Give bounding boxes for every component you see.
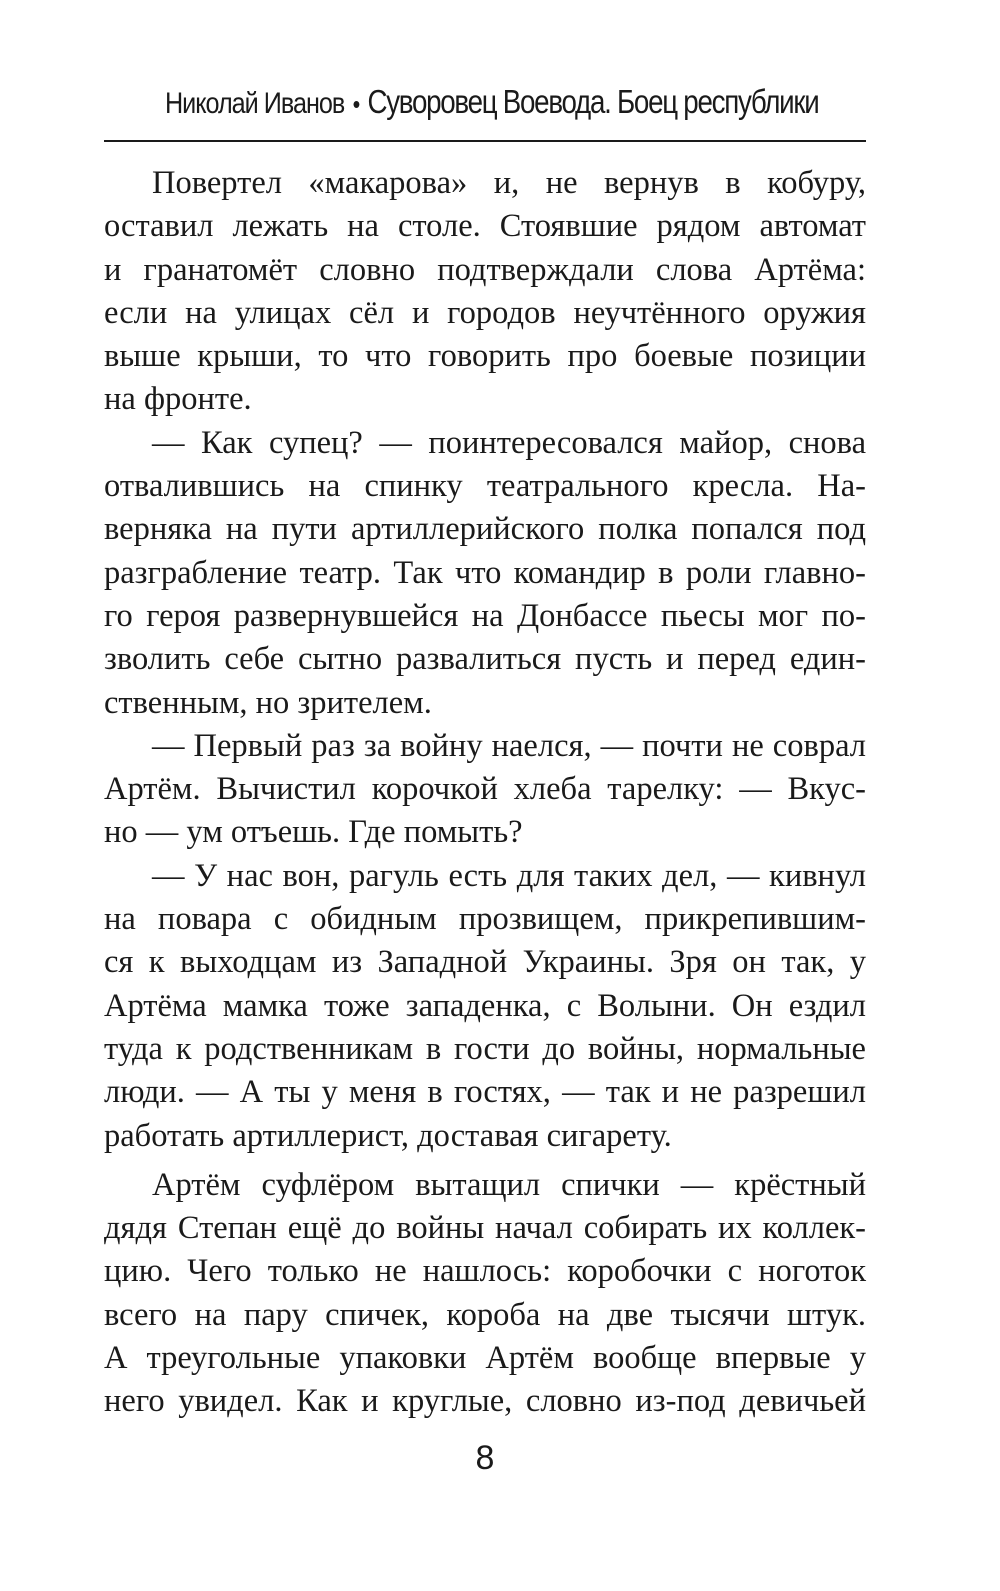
text-line: разграбление театр. Так что командир в роли главно- [104,554,866,591]
header-book-title: Суворовец Воевода. Боец республики [367,83,819,120]
text-line: зволить себе сытно развалиться пусть и перед един- [104,641,866,678]
text-line: Повертел «макарова» и, не вернув в кобуру, [152,165,866,201]
text-line: ся к выходцам из Западной Украины. Зря он так, у [104,944,866,981]
header-author: Николай Иванов [164,87,345,120]
text-line: если на улицах сёл и городов неучтённого оружия [104,294,866,331]
text-line: цию. Чего только не нашлось: коробочки с ноготок [104,1253,866,1290]
text-line: на фронте. [104,381,252,418]
text-line: Артём суфлёром вытащил спички — крёстный [152,1166,866,1203]
text-line: работать артиллерист, доставая сигарету. [104,1117,672,1154]
text-line: Артёма мамка тоже западенка, с Волыни. Он ездил [104,987,866,1024]
header-separator: • [352,89,360,119]
running-head [164,78,819,126]
paragraph-3 [104,725,866,855]
paragraph-1 [104,162,866,422]
text-line: — У нас вон, рагуль есть для таких дел, — кивнул [152,857,866,894]
paragraph-5 [104,1164,866,1424]
paragraph-2 [104,422,866,725]
text-line: него увидел. Как и круглые, словно из-под девичьей [104,1383,866,1420]
text-line: го героя развернувшейся на Донбассе пьесы мог по- [104,597,866,634]
text-line: Артём. Вычистил корочкой хлеба тарелку: — Вкус- [104,771,866,808]
text-line: дядя Степан ещё до войны начал собирать их коллек- [104,1210,866,1247]
text-line: верняка на пути артиллерийского полка попался под [104,511,866,548]
text-line: отвалившись на спинку театрального кресла. На- [104,468,866,505]
text-line: всего на пару спичек, короба на две тысячи штук. [104,1296,866,1333]
text-line: выше крыши, то что говорить про боевые позиции [104,338,866,375]
header-rule [104,140,866,142]
text-line: ственным, но зрителем. [104,684,432,721]
text-line: люди. — А ты у меня в гостях, — так и не разрешил [104,1074,866,1111]
text-line: — Первый раз за войну наелся, — почти не соврал [152,727,866,764]
text-line: оставил лежать на столе. Стоявшие рядом автомат [104,208,866,245]
text-line: но — ум отъешь. Где помыть? [104,814,523,851]
text-line: А треугольные упаковки Артём вообще впервые у [104,1340,866,1377]
text-line: и гранатомёт словно подтверждали слова Артёма: [104,251,866,288]
text-line: туда к родственникам в гости до войны, нормальные [104,1030,866,1067]
paragraph-4 [104,855,866,1158]
body-text [104,162,866,1424]
text-line: — Как супец? — поинтересовался майор, снова [152,424,866,461]
page-number: 8 [475,1439,495,1477]
text-line: на повара с обидным прозвищем, прикрепившим- [104,901,866,938]
